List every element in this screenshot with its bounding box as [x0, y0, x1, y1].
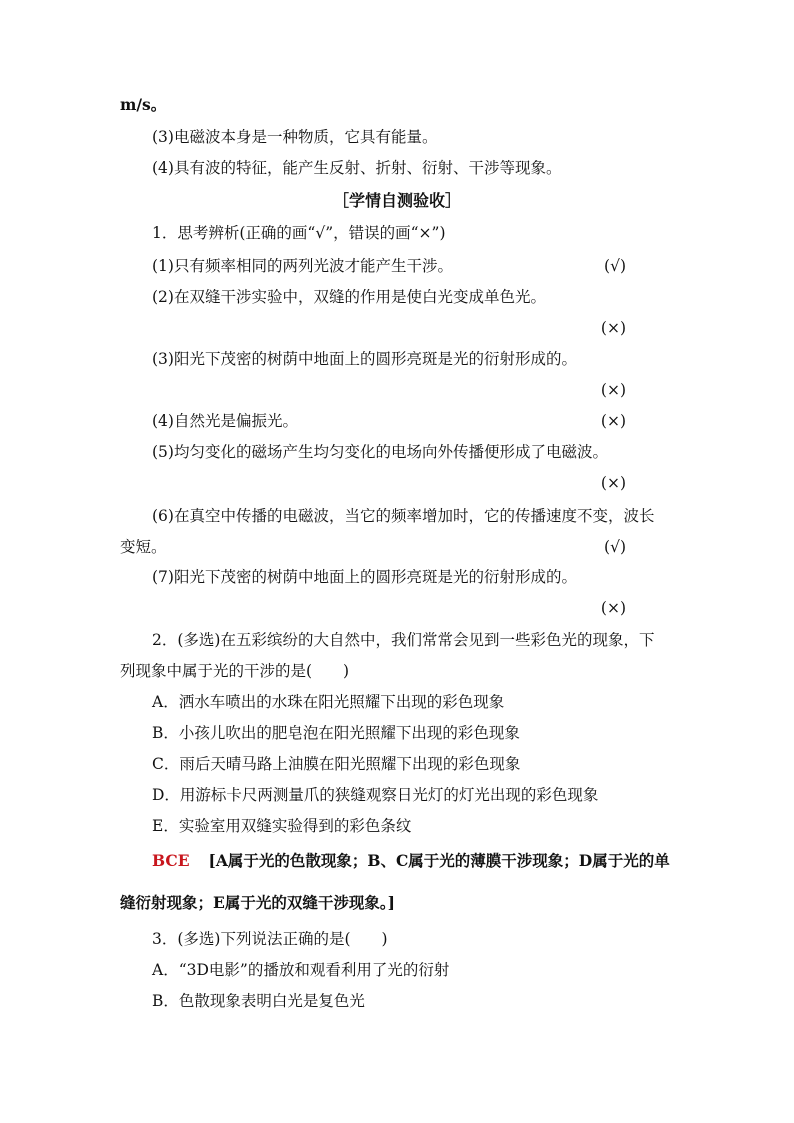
q1-item-5-mark: (×): [600, 474, 626, 492]
intro-unit: m/s。: [120, 95, 167, 114]
q3-stem: 3．(多选)下列说法正确的是( ): [152, 930, 388, 948]
q1-item-1: (1)只有频率相同的两列光波才能产生干涉。: [152, 257, 453, 275]
q2-explanation-line2: 缝衍射现象；E属于光的双缝干涉现象。]: [120, 893, 395, 912]
q1-item-3: (3)阳光下茂密的树荫中地面上的圆形亮斑是光的衍射形成的。: [152, 350, 577, 368]
intro-point-3: (3)电磁波本身是一种物质，它具有能量。: [152, 128, 438, 146]
q1-item-7: (7)阳光下茂密的树荫中地面上的圆形亮斑是光的衍射形成的。: [152, 568, 577, 586]
q1-item-2-mark: (×): [600, 319, 626, 337]
q1-item-5: (5)均匀变化的磁场产生均匀变化的电场向外传播便形成了电磁波。: [152, 443, 608, 461]
q2-stem-line2: 列现象中属于光的干涉的是( ): [120, 662, 350, 680]
intro-point-4: (4)具有波的特征，能产生反射、折射、衍射、干涉等现象。: [152, 159, 562, 177]
q3-option-b: B．色散现象表明白光是复色光: [152, 992, 365, 1010]
q1-item-3-mark: (×): [600, 381, 626, 399]
q2-answer-line: [152, 851, 670, 871]
q1-item-6-mark: (√): [604, 538, 626, 556]
q2-option-e: E．实验室用双缝实验得到的彩色条纹: [152, 817, 412, 835]
q2-option-d: D．用游标卡尺两测量爪的狭缝观察日光灯的灯光出现的彩色现象: [152, 786, 599, 804]
q2-stem-line1: 2．(多选)在五彩缤纷的大自然中，我们常常会见到一些彩色光的现象，下: [152, 631, 655, 649]
q2-explanation-line1: [A属于光的色散现象；B、C属于光的薄膜干涉现象；D属于光的单: [208, 851, 670, 870]
q2-answer: BCE: [152, 851, 190, 870]
q1-item-6-line1: (6)在真空中传播的电磁波，当它的频率增加时，它的传播速度不变，波长: [152, 507, 655, 525]
q2-option-c: C．雨后天晴马路上油膜在阳光照耀下出现的彩色现象: [152, 755, 521, 773]
q2-option-a: A．洒水车喷出的水珠在阳光照耀下出现的彩色现象: [152, 693, 505, 711]
q1-item-6-line2: 变短。: [120, 538, 167, 556]
q3-option-a: A．“3D电影”的播放和观看利用了光的衍射: [152, 961, 450, 979]
section-title: ［学情自测验收］: [332, 191, 461, 210]
q2-option-b: B．小孩儿吹出的肥皂泡在阳光照耀下出现的彩色现象: [152, 724, 520, 742]
q1-item-2: (2)在双缝干涉实验中，双缝的作用是使白光变成单色光。: [152, 288, 546, 306]
q1-item-7-mark: (×): [600, 599, 626, 617]
q1-item-1-mark: (√): [604, 257, 626, 275]
q1-stem: 1．思考辨析(正确的画“√”，错误的画“×”): [152, 224, 446, 242]
q1-item-4: (4)自然光是偏振光。: [152, 412, 298, 430]
q1-item-4-mark: (×): [600, 412, 626, 430]
